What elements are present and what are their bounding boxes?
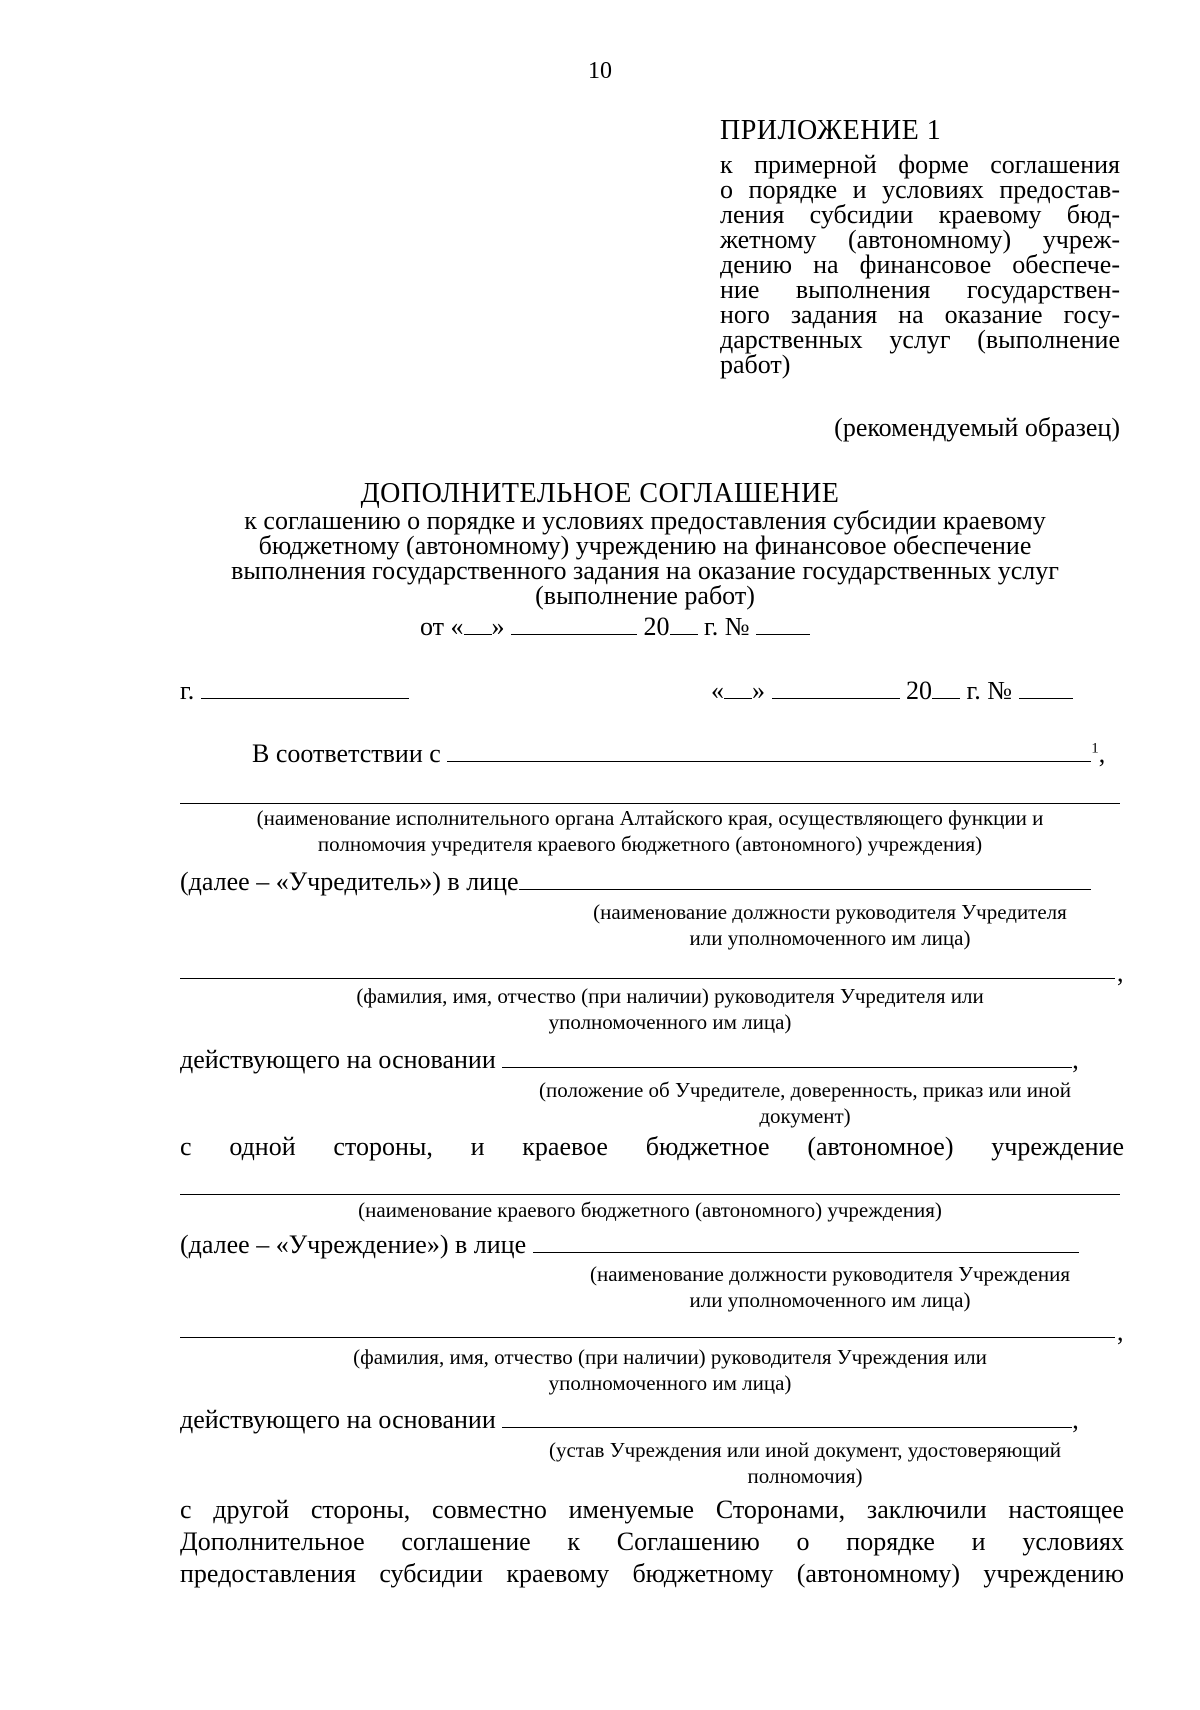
accordance-line <box>252 739 1105 769</box>
founder-position-caption-2: или уполномоченного им лица) <box>689 926 971 950</box>
appendix-line: ления субсидии краевому бюд- <box>720 200 1120 229</box>
place-year-prefix: 20 <box>906 676 932 705</box>
founder-basis-caption-1: (положение об Учредителе, доверенность, приказ или иной <box>539 1078 1071 1102</box>
closing-line: Дополнительное соглашение к Соглашению о порядке и условиях <box>180 1527 1124 1556</box>
founder-basis-line <box>180 1045 1079 1075</box>
one-side-word: учреждение <box>991 1132 1124 1161</box>
agreement-subtitle-line: выполнения государственного задания на оказание государственных услуг <box>231 556 1059 585</box>
institution-person-line <box>180 1230 1079 1260</box>
organ-line <box>180 803 1120 804</box>
appendix-line: работ) <box>720 350 791 379</box>
founder-basis-caption-2: документ) <box>759 1104 851 1128</box>
appendix-line: о порядке и условиях предостав- <box>720 175 1120 204</box>
appendix-line: ние выполнения государствен- <box>720 275 1120 304</box>
founder-fio-line <box>180 978 1115 979</box>
institution-basis-label: действующего на основании <box>180 1405 496 1434</box>
agreement-subtitle-line: к соглашению о порядке и условиях предоставления субсидии краевому <box>244 506 1046 535</box>
one-side-word: одной <box>229 1132 296 1161</box>
institution-fio-comma: , <box>1117 1317 1124 1346</box>
one-side-word: стороны, <box>333 1132 433 1161</box>
appendix-line: к примерной форме соглашения <box>720 150 1120 179</box>
founder-person-label: (далее – «Учредитель») в лице <box>180 867 519 896</box>
institution-line <box>180 1194 1120 1195</box>
one-side-word: бюджетное <box>645 1132 770 1161</box>
organ-caption-1: (наименование исполнительного органа Алтайского края, осуществляющего функции и <box>256 806 1044 830</box>
place-date-close: » <box>752 676 765 705</box>
comma: , <box>1072 1045 1079 1074</box>
agreement-subtitle <box>180 508 1110 608</box>
one-side-line <box>180 1132 1124 1162</box>
institution-caption: (наименование краевого бюджетного (автономного) учреждения) <box>358 1198 942 1222</box>
founder-position-caption-1: (наименование должности руководителя Учредителя <box>593 900 1067 924</box>
organ-caption-2: полномочия учредителя краевого бюджетного (автономного) учреждения) <box>317 832 983 856</box>
closing-paragraph <box>180 1494 1124 1590</box>
city-label: г. <box>180 676 195 705</box>
founder-person-line <box>180 867 1091 897</box>
closing-line: с другой стороны, совместно именуемые Сторонами, заключили настоящее <box>180 1495 1124 1524</box>
founder-fio-caption-2: уполномоченного им лица) <box>548 1010 792 1034</box>
institution-person-label: (далее – «Учреждение») в лице <box>180 1230 527 1259</box>
founder-fio-comma: , <box>1117 958 1124 987</box>
month-blank <box>511 612 637 635</box>
agreement-date-line <box>420 612 810 642</box>
one-side-word: и <box>470 1132 485 1161</box>
institution-position-caption-1: (наименование должности руководителя Учреждения <box>589 1262 1071 1286</box>
day-blank <box>464 612 492 635</box>
one-side-word: краевое <box>522 1132 608 1161</box>
appendix-line: ного задания на оказание госу- <box>720 300 1120 329</box>
comma: , <box>1072 1405 1079 1434</box>
footnote-mark: 1 <box>1091 740 1099 757</box>
page-number: 10 <box>588 58 612 84</box>
appendix-line: дарственных услуг (выполнение <box>720 325 1120 354</box>
recommended-sample-note: (рекомендуемый образец) <box>834 413 1120 442</box>
place-date-line <box>711 676 1073 706</box>
place-number-label: г. № <box>966 676 1013 705</box>
one-side-word: с <box>180 1132 192 1161</box>
founder-fio-caption-1: (фамилия, имя, отчество (при наличии) руководителя Учредителя или <box>356 984 984 1008</box>
place-number-blank <box>1019 676 1073 699</box>
year-blank <box>670 612 698 635</box>
accordance-blank <box>447 739 1091 762</box>
institution-basis-blank <box>502 1405 1072 1428</box>
agreement-title: ДОПОЛНИТЕЛЬНОЕ СОГЛАШЕНИЕ <box>360 478 840 509</box>
place-month-blank <box>772 676 900 699</box>
city-blank <box>201 676 409 699</box>
number-blank <box>756 612 810 635</box>
institution-position-caption-2: или уполномоченного им лица) <box>689 1288 971 1312</box>
one-side-word: (автономное) <box>807 1132 954 1161</box>
appendix-subtitle <box>720 152 1120 377</box>
founder-basis-label: действующего на основании <box>180 1045 496 1074</box>
number-label: г. № <box>704 612 750 641</box>
closing-line: предоставления субсидии краевому бюджетному (автономному) учреждению <box>180 1559 1124 1588</box>
place-year-blank <box>932 676 960 699</box>
institution-position-blank <box>533 1230 1079 1253</box>
comma: , <box>1098 739 1106 768</box>
founder-basis-blank <box>502 1045 1072 1068</box>
accordance-label: В соответствии с <box>252 739 441 768</box>
institution-basis-caption-1: (устав Учреждения или иной документ, удостоверяющий <box>548 1438 1062 1462</box>
founder-position-blank <box>519 867 1091 890</box>
date-prefix: от « <box>420 612 464 641</box>
appendix-title: ПРИЛОЖЕНИЕ 1 <box>720 115 942 146</box>
agreement-subtitle-line: бюджетному (автономному) учреждению на финансовое обеспечение <box>258 531 1032 560</box>
institution-fio-caption-2: уполномоченного им лица) <box>548 1371 792 1395</box>
agreement-subtitle-line: (выполнение работ) <box>535 581 755 610</box>
place-date-open: « <box>711 676 724 705</box>
date-close: » <box>491 612 505 641</box>
city-line <box>180 676 409 706</box>
year-prefix: 20 <box>643 612 670 641</box>
institution-fio-line <box>180 1337 1115 1338</box>
institution-basis-caption-2: полномочия) <box>747 1464 863 1488</box>
institution-fio-caption-1: (фамилия, имя, отчество (при наличии) руководителя Учреждения или <box>353 1345 987 1369</box>
appendix-line: дению на финансовое обеспече- <box>720 250 1120 279</box>
place-day-blank <box>724 676 752 699</box>
appendix-line: жетному (автономному) учреж- <box>720 225 1120 254</box>
institution-basis-line <box>180 1405 1079 1435</box>
